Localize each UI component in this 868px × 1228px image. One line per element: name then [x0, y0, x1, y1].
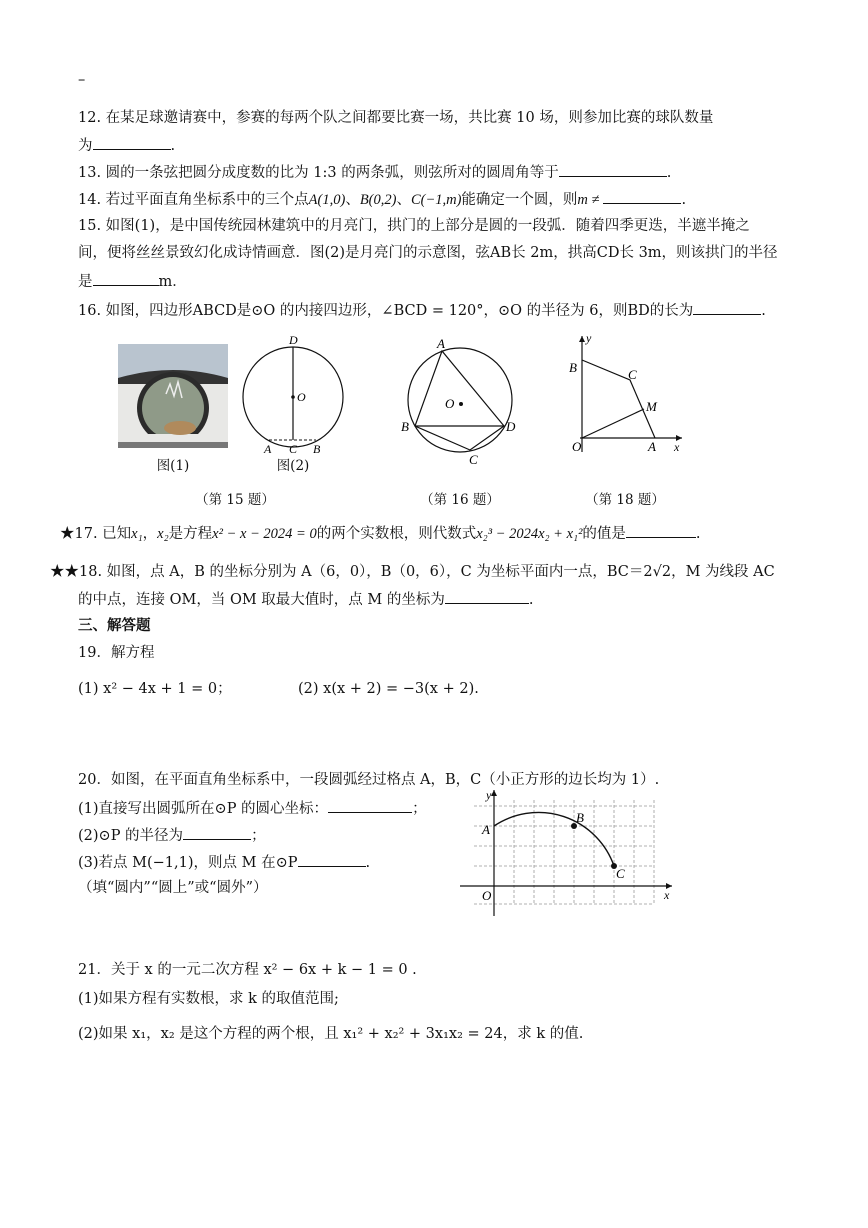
answer-blank[interactable] [328, 798, 412, 813]
question-12-line2 [78, 135, 175, 156]
answer-blank[interactable] [445, 589, 529, 604]
question-text: . [761, 303, 766, 319]
separator: ， [142, 526, 158, 542]
question-text: . [681, 192, 687, 208]
question-text: 在某足球邀请赛中，参赛的每两个队之间都要比赛一场，共比赛 10 场，则参加比赛的球队数量 [105, 110, 714, 126]
question-15-line3 [78, 271, 187, 292]
label-b: B [401, 419, 409, 434]
label-a: A [648, 439, 656, 454]
label-b: B [313, 442, 321, 456]
label-d: D [506, 419, 516, 434]
difficulty-star: ★★ [50, 564, 79, 580]
question-19-part2: (2) x(x + 2) = −3(x + 2). [298, 681, 479, 697]
question-text: ； [251, 828, 266, 844]
label-c: C [616, 866, 625, 881]
label-x: x [674, 440, 680, 454]
question-text: 圆的一条弦把圆分成度数的比为 1:3 的两条弧，则弦所对的圆周角等于 [105, 165, 559, 181]
question-text: 若过平面直角坐标系中的三个点 [105, 192, 309, 208]
figure-16 [395, 330, 525, 470]
question-text: ； [412, 801, 427, 817]
question-number: 15. [78, 218, 102, 234]
question-text: 如图，四边形ABCD是⊙O 的内接四边形，∠BCD = 120°，⊙O 的半径为 6，则BD的长为 [105, 303, 694, 319]
question-text: . [365, 855, 371, 871]
question-text: (2)⊙P 的半径为 [78, 828, 184, 844]
label-b: B [576, 810, 584, 825]
question-12-line1 [78, 108, 713, 128]
question-20-hint: （填“圆内”“圆上”或“圆外”） [78, 880, 268, 896]
answer-blank[interactable] [693, 300, 761, 315]
question-18-line2 [78, 589, 533, 610]
point-a: A(1,0) [308, 192, 346, 208]
label-o: O [482, 888, 492, 903]
separator: 、 [396, 192, 411, 208]
question-number: 19． [78, 645, 111, 661]
question-text: 解方程 [110, 645, 155, 661]
question-text: 如图，点 A，B 的坐标分别为 A（6，0），B（0，6），C 为坐标平面内一点，BC＝2√2，M 为线段 AC [106, 564, 775, 580]
question-text: m． [158, 274, 187, 290]
answer-blank[interactable] [93, 135, 171, 150]
moon-gate-photo [118, 344, 228, 448]
label-c: C [289, 442, 298, 456]
math-x2: x₂ [157, 526, 169, 542]
figure-15-1-caption: 图(1) [156, 458, 190, 474]
question-text: (3)若点 M(−1,1)，则点 M 在⊙P [78, 855, 298, 871]
question-text: . [666, 165, 672, 181]
question-21-part1: (1)如果方程有实数根，求 k 的取值范围; [78, 991, 339, 1007]
label-o: O [445, 396, 455, 411]
question-number: 12. [78, 110, 102, 126]
section-heading: 三、解答题 [78, 617, 151, 634]
label-c: C [628, 367, 637, 382]
question-18-line1 [50, 562, 775, 582]
question-text: 是方程 [168, 526, 213, 542]
question-20-part1 [78, 798, 427, 819]
answer-blank[interactable] [298, 852, 366, 867]
figure-15-caption: （第 15 题） [195, 492, 275, 508]
top-mark: – [78, 72, 86, 88]
question-number: 16. [78, 303, 102, 319]
question-number: 18. [79, 564, 103, 580]
label-o: O [297, 390, 306, 404]
question-number: 14. [78, 192, 102, 208]
question-13 [78, 162, 671, 183]
math-expression: x₂³ − 2024x₂ + x₁² [476, 526, 583, 542]
answer-blank[interactable] [603, 189, 681, 204]
answer-blank[interactable] [183, 825, 251, 840]
figure-15-2 [236, 330, 356, 460]
question-21-part2: (2)如果 x₁，x₂ 是这个方程的两个根，且 x₁² + x₂² + 3x₁x₂ = 24，求 k 的值. [78, 1026, 584, 1042]
question-20-part3 [78, 852, 370, 873]
question-19-part1: (1) x² − 4x + 1 = 0； [78, 681, 232, 697]
question-text: 的中点，连接 OM，当 OM 取最大值时，点 M 的坐标为 [78, 592, 445, 608]
question-text: (1)直接写出圆弧所在⊙P 的圆心坐标： [78, 801, 329, 817]
question-text: . [170, 138, 176, 154]
label-d: D [289, 333, 298, 347]
separator: 、 [345, 192, 360, 208]
question-number: 13. [78, 165, 102, 181]
point-b: B(0,2) [359, 192, 397, 208]
math-expression: m ≠ [577, 192, 600, 208]
question-text: 已知 [102, 526, 132, 542]
question-text: 能确定一个圆，则 [461, 192, 578, 208]
question-text: 如图，在平面直角坐标系中，一段圆弧经过格点 A，B，C（小正方形的边长均为 1）. [110, 772, 660, 788]
label-b: B [569, 360, 577, 375]
question-text: . [695, 526, 701, 542]
figure-15-2-caption: 图(2) [276, 458, 310, 474]
question-text: 的两个实数根，则代数式 [316, 526, 477, 542]
question-number: 20． [78, 772, 111, 788]
question-number: 21． [78, 962, 111, 978]
question-text: 关于 x 的一元二次方程 x² − 6x + k − 1 = 0 . [110, 962, 417, 978]
label-x: x [664, 888, 670, 902]
figure-18 [560, 330, 690, 460]
question-text: 的值是 [582, 526, 626, 542]
question-19 [78, 643, 154, 663]
figure-20-grid [458, 786, 678, 918]
label-c: C [469, 452, 478, 467]
question-text: . [528, 592, 534, 608]
label-y: y [586, 331, 592, 345]
question-21 [78, 960, 417, 980]
label-a: A [482, 822, 490, 837]
question-text: 为 [78, 138, 93, 154]
question-14 [78, 189, 686, 210]
question-17 [60, 523, 701, 544]
question-20-part2 [78, 825, 266, 846]
label-a: A [264, 442, 272, 456]
question-15-line1 [78, 216, 750, 236]
question-text: 是 [78, 274, 93, 290]
point-c: C(−1,m) [410, 192, 462, 208]
question-number: 17. [74, 526, 98, 542]
math-x1: x₁ [131, 526, 143, 542]
difficulty-star: ★ [60, 526, 75, 542]
label-y: y [486, 788, 492, 802]
figure-16-caption: （第 16 题） [420, 492, 500, 508]
label-o: O [572, 439, 582, 454]
question-text: 如图(1)，是中国传统园林建筑中的月亮门，拱门的上部分是圆的一段弧．随着四季更迭，半遮半掩之 [105, 218, 750, 234]
answer-blank[interactable] [559, 162, 667, 177]
label-a: A [437, 336, 445, 351]
answer-blank[interactable] [626, 523, 696, 538]
question-text: 间，便将丝丝景致幻化成诗情画意．图(2)是月亮门的示意图，弦AB长 2m，拱高CD长 3m，则该拱门的半径 [78, 245, 778, 261]
label-m: M [646, 399, 657, 414]
figure-18-caption: （第 18 题） [585, 492, 665, 508]
question-15-line2 [78, 243, 778, 263]
question-16 [78, 300, 766, 321]
math-equation: x² − x − 2024 = 0 [212, 526, 317, 542]
answer-blank[interactable] [93, 271, 159, 286]
